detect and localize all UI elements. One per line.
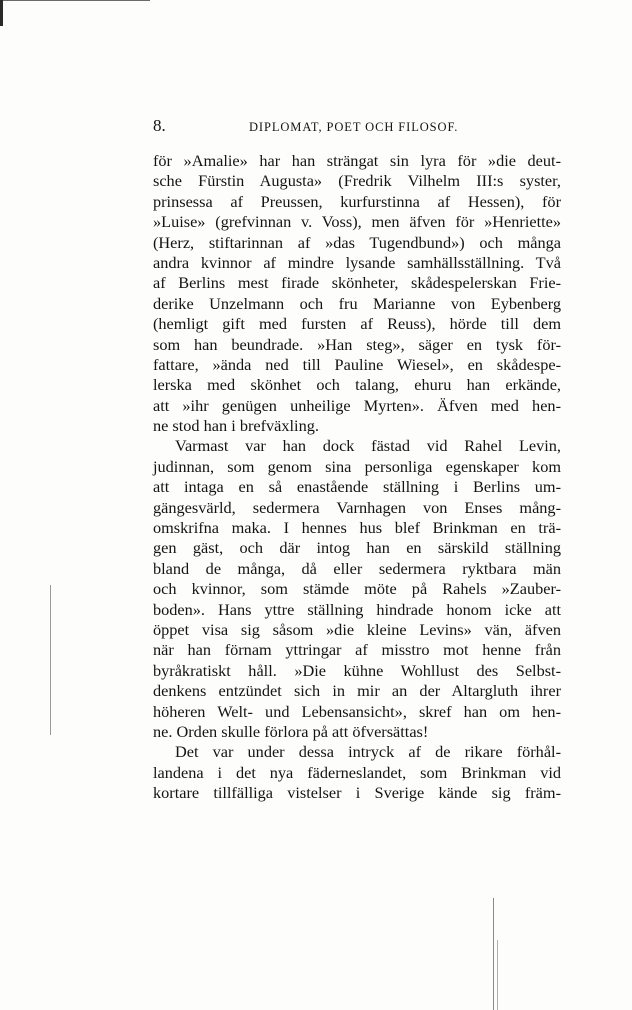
text-line: som han beundrade. »Han steg», säger en tysk för- [153,334,561,354]
scan-edge-top [0,0,150,1]
text-line: Det var under dessa intryck af de rikare förhål- [175,742,561,762]
text-line: lerska med skönhet och talang, ehuru han erkände, [153,375,561,395]
text-line: höheren Welt- und Lebensansicht», skref han om hen- [153,701,561,721]
text-line: kortare tillfälliga vistelser i Sverige kände sig främ- [153,783,561,803]
text-line: af Berlins mest firade skönheter, skådespelerskan Frie- [153,273,561,293]
text-line: ne stod han i brefväxling. [153,416,319,436]
text-line: boden». Hans yttre ställning hindrade honom icke att [153,599,561,619]
text-line: byråkratiskt håll. »Die kühne Wohllust des Selbst- [153,660,561,680]
scan-edge-left [0,0,3,26]
text-line: öppet visa sig såsom »die kleine Levins» vän, äfven [153,619,561,639]
text-line: när han förnam yttringar af misstro mot henne från [153,640,561,660]
running-head: DIPLOMAT, POET OCH FILOSOF. [249,120,459,134]
margin-mark-left [50,585,51,735]
text-line: derike Unzelmann och fru Marianne von Eybenberg [153,293,561,313]
text-line: gängesvärld, sedermera Varnhagen von Enses mång- [153,497,561,517]
text-line: andra kvinnor af mindre lysande samhällsställning. Två [153,252,561,272]
text-line: att »ihr genügen unheilige Myrten». Äfven med hen- [153,395,561,415]
text-line: omskrifna maka. I hennes hus blef Brinkman en trä- [153,518,561,538]
text-line: och kvinnor, som stämde möte på Rahels »Zauber- [153,579,561,599]
text-line: denkens entzündet sich in mir an der Altargluth ihrer [153,681,561,701]
margin-mark-right-faint [497,940,498,1010]
text-line: judinnan, som genom sina personliga egenskaper kom [153,456,561,476]
text-line: att intaga en så enastående ställning i Berlins um- [153,477,561,497]
text-line: »Luise» (grefvinnan v. Voss), men äfven för »Henriette» [153,212,561,232]
page-header [153,116,561,136]
margin-mark-right [493,898,494,1010]
text-line: (Herz, stiftarinnan af »das Tugendbund») och många [153,232,561,252]
text-line: ne. Orden skulle förlora på att öfversättas! [153,721,429,741]
body-text [153,151,561,804]
text-line: gen gäst, och där intog han en särskild ställning [153,538,561,558]
text-line: för »Amalie» har han strängat sin lyra för »die deut- [153,151,561,170]
text-line: prinsessa af Preussen, kurfurstinna af Hessen), för [153,191,561,211]
text-line: (hemligt gift med fursten af Reuss), hörde till dem [153,314,561,334]
text-line: Varmast var han dock fästad vid Rahel Levin, [175,436,561,456]
text-line: landena i det nya fäderneslandet, som Brinkman vid [153,762,561,782]
text-line: fattare, »ända ned till Pauline Wiesel», en skådespe- [153,354,561,374]
page-number: 8. [153,116,166,135]
text-line: bland de många, då eller sedermera ryktbara män [153,558,561,578]
text-line: sche Fürstin Augusta» (Fredrik Vilhelm III:s syster, [153,171,561,191]
